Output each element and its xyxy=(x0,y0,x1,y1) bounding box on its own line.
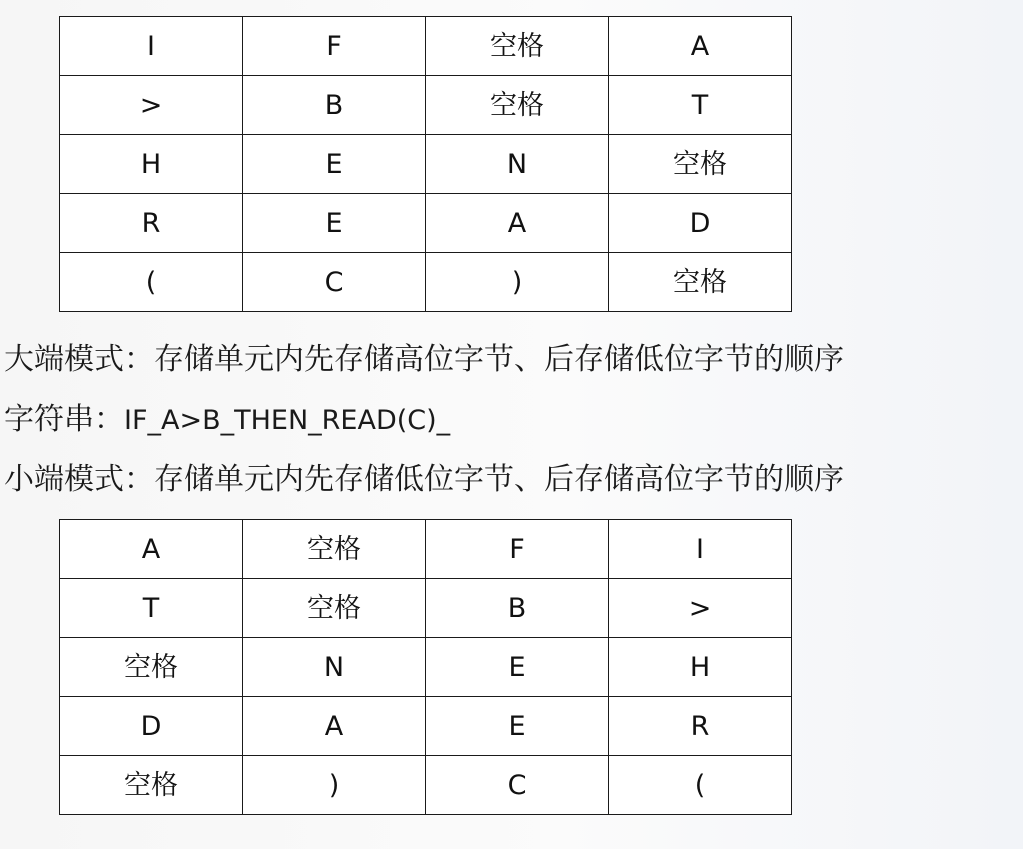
table-row xyxy=(60,194,792,253)
table-cell: R xyxy=(609,697,792,756)
table-cell: I xyxy=(60,17,243,76)
table-cell: ( xyxy=(609,756,792,815)
string-value: IF_A>B_THEN_READ(C)_ xyxy=(124,405,451,436)
string-label: 字符串： xyxy=(4,402,124,437)
big-endian-label: 大端模式： xyxy=(4,342,154,377)
table-cell: E xyxy=(243,194,426,253)
big-endian-description xyxy=(4,342,844,377)
table-cell: F xyxy=(426,520,609,579)
table-row xyxy=(60,638,792,697)
table-cell: E xyxy=(426,697,609,756)
table-row xyxy=(60,76,792,135)
table-cell: ( xyxy=(60,253,243,312)
table-cell: H xyxy=(609,638,792,697)
table-row xyxy=(60,135,792,194)
table-cell: 空格 xyxy=(426,17,609,76)
table-cell: 空格 xyxy=(609,253,792,312)
table-cell: F xyxy=(243,17,426,76)
table-row xyxy=(60,17,792,76)
table-cell: I xyxy=(609,520,792,579)
string-line xyxy=(4,402,451,437)
table-row xyxy=(60,253,792,312)
table-row xyxy=(60,579,792,638)
table-cell: > xyxy=(60,76,243,135)
table-cell: D xyxy=(609,194,792,253)
table-cell: A xyxy=(60,520,243,579)
table-cell: 空格 xyxy=(60,638,243,697)
table-cell: N xyxy=(243,638,426,697)
table-cell: B xyxy=(243,76,426,135)
table-cell: A xyxy=(426,194,609,253)
big-endian-text: 存储单元内先存储高位字节、后存储低位字节的顺序 xyxy=(154,342,844,377)
table-cell: > xyxy=(609,579,792,638)
table-cell: 空格 xyxy=(426,76,609,135)
table-cell: B xyxy=(426,579,609,638)
table-cell: H xyxy=(60,135,243,194)
table-cell: E xyxy=(243,135,426,194)
table-row xyxy=(60,756,792,815)
big-endian-table xyxy=(59,16,792,312)
table-cell: 空格 xyxy=(60,756,243,815)
table-cell: N xyxy=(426,135,609,194)
little-endian-label: 小端模式： xyxy=(4,462,154,497)
table-cell: 空格 xyxy=(609,135,792,194)
table-cell: R xyxy=(60,194,243,253)
little-endian-table xyxy=(59,519,792,815)
table-cell: T xyxy=(60,579,243,638)
table-row xyxy=(60,697,792,756)
table-cell: ) xyxy=(243,756,426,815)
table-cell: E xyxy=(426,638,609,697)
table-cell: 空格 xyxy=(243,579,426,638)
table-cell: A xyxy=(243,697,426,756)
table-cell: A xyxy=(609,17,792,76)
table-cell: C xyxy=(426,756,609,815)
table-cell: ) xyxy=(426,253,609,312)
little-endian-text: 存储单元内先存储低位字节、后存储高位字节的顺序 xyxy=(154,462,844,497)
table-row xyxy=(60,520,792,579)
table-cell: D xyxy=(60,697,243,756)
table-cell: T xyxy=(609,76,792,135)
table-cell: C xyxy=(243,253,426,312)
little-endian-description xyxy=(4,462,844,497)
table-cell: 空格 xyxy=(243,520,426,579)
